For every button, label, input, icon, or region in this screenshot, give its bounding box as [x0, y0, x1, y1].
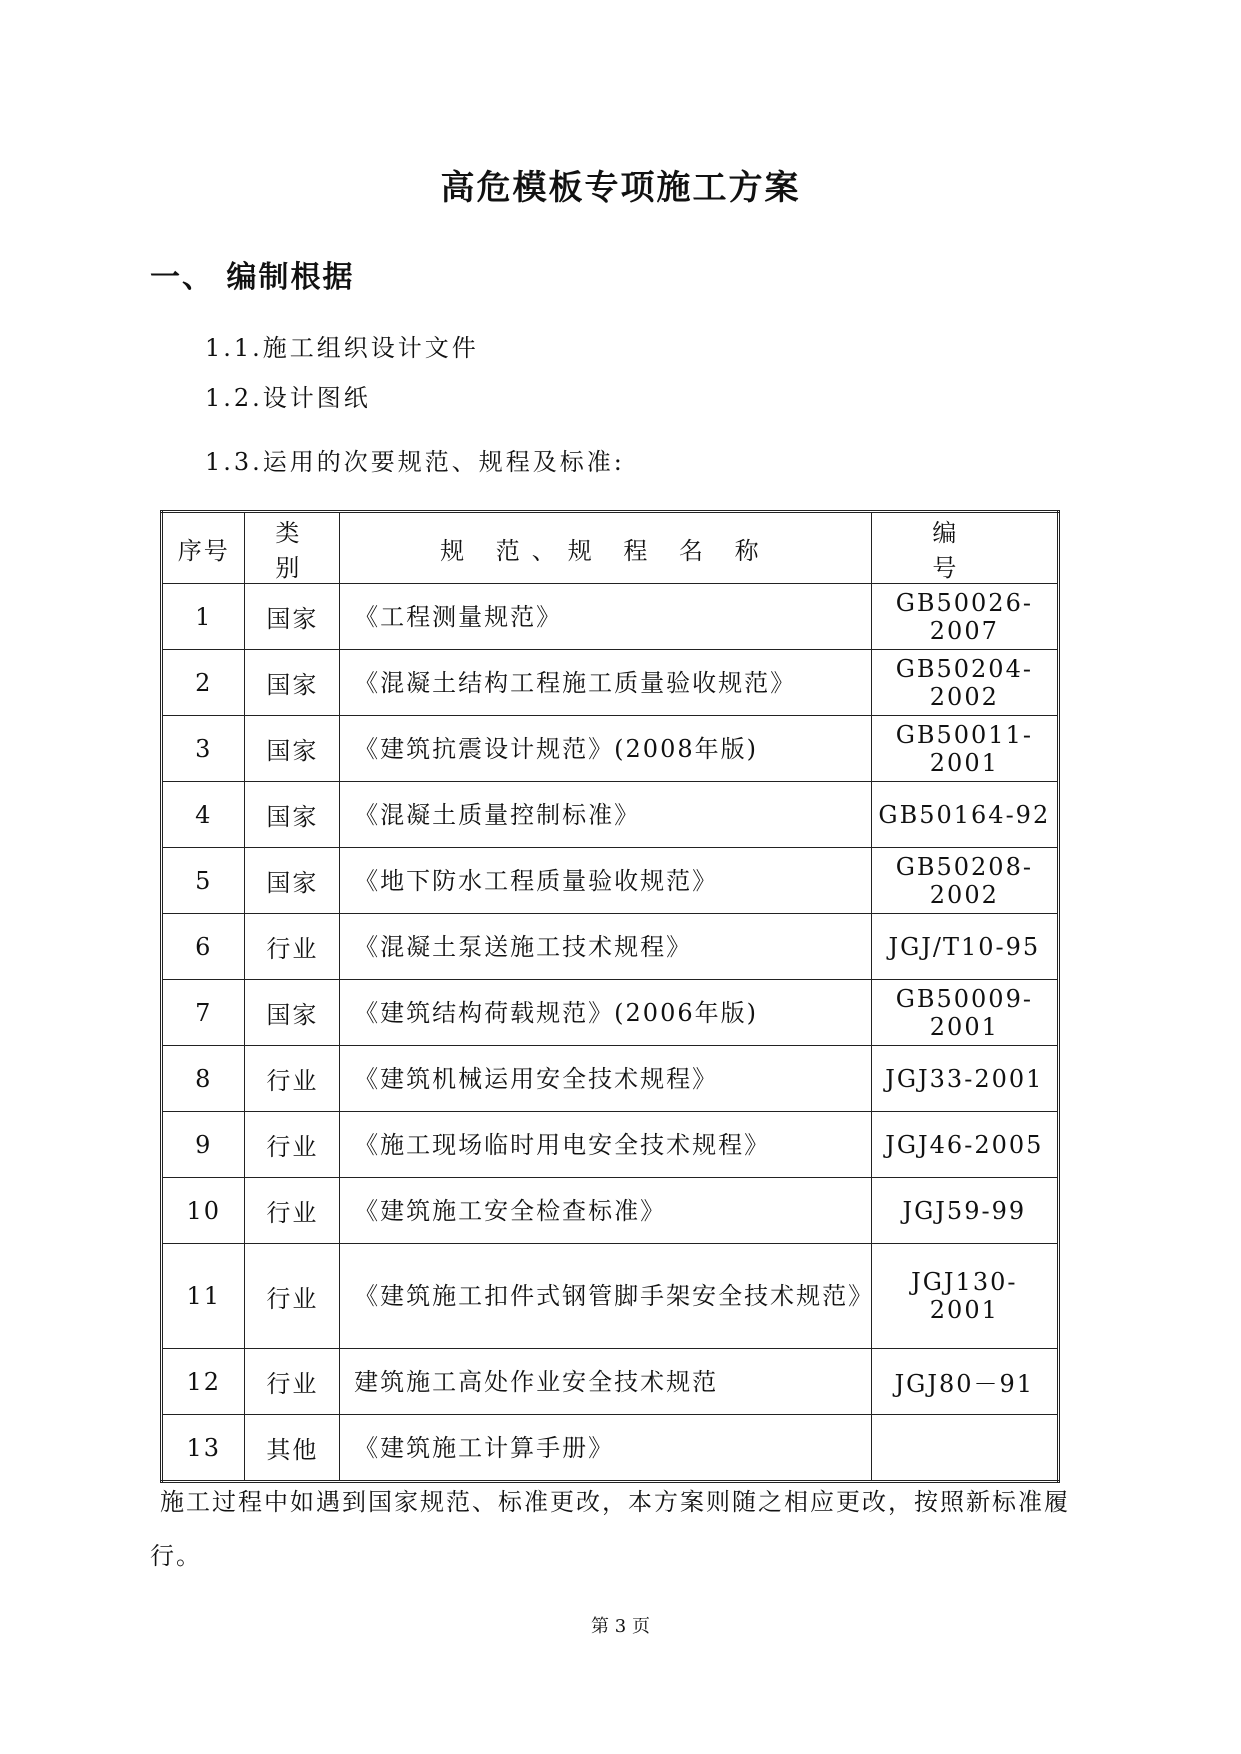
- row-category: 国家: [245, 716, 340, 782]
- row-category: 国家: [245, 980, 340, 1046]
- row-index: 3: [162, 716, 245, 782]
- header-name: 规 范、规 程 名 称: [340, 512, 871, 584]
- header-code: 编 号: [871, 512, 1058, 584]
- row-index: 4: [162, 782, 245, 848]
- row-index: 6: [162, 914, 245, 980]
- row-name: 《混凝土泵送施工技术规程》: [340, 914, 871, 980]
- row-name: 《建筑施工扣件式钢管脚手架安全技术规范》: [340, 1244, 871, 1349]
- row-code: [871, 1415, 1058, 1482]
- page-number: 第 3 页: [591, 1616, 650, 1637]
- row-category: 行业: [245, 1178, 340, 1244]
- row-category: 国家: [245, 782, 340, 848]
- closing-paragraph: [150, 1475, 1080, 1583]
- standards-table: [160, 510, 1060, 1483]
- row-index: 12: [162, 1349, 245, 1415]
- row-code: JGJ/T10-95: [871, 914, 1058, 980]
- table-row: [162, 716, 1059, 782]
- row-name: 《地下防水工程质量验收规范》: [340, 848, 871, 914]
- closing-line-2: 行。: [150, 1542, 202, 1570]
- row-category: 其他: [245, 1415, 340, 1482]
- row-name: 《施工现场临时用电安全技术规程》: [340, 1112, 871, 1178]
- basis-item-3: 1.3.运用的次要规范、规程及标准:: [205, 448, 625, 476]
- header-category: 类 别: [245, 512, 340, 584]
- table-row: [162, 1349, 1059, 1415]
- row-code: JGJ59-99: [871, 1178, 1058, 1244]
- basis-item-1: 1.1.施工组织设计文件: [205, 334, 479, 362]
- row-index: 7: [162, 980, 245, 1046]
- row-code: GB50011-2001: [871, 716, 1058, 782]
- row-category: 行业: [245, 914, 340, 980]
- table-row: [162, 782, 1059, 848]
- row-name: 《混凝土质量控制标准》: [340, 782, 871, 848]
- row-name: 《建筑抗震设计规范》(2008年版): [340, 716, 871, 782]
- table-row: [162, 914, 1059, 980]
- row-index: 8: [162, 1046, 245, 1112]
- table-row: [162, 650, 1059, 716]
- row-category: 行业: [245, 1046, 340, 1112]
- row-name: 《建筑机械运用安全技术规程》: [340, 1046, 871, 1112]
- row-name: 《建筑结构荷载规范》(2006年版): [340, 980, 871, 1046]
- table-row: [162, 1244, 1059, 1349]
- table-row: [162, 848, 1059, 914]
- row-code: JGJ130-2001: [871, 1244, 1058, 1349]
- table-row: [162, 1046, 1059, 1112]
- row-index: 2: [162, 650, 245, 716]
- row-name: 《建筑施工计算手册》: [340, 1415, 871, 1482]
- row-category: 行业: [245, 1112, 340, 1178]
- row-index: 13: [162, 1415, 245, 1482]
- table-row: [162, 1415, 1059, 1482]
- row-index: 5: [162, 848, 245, 914]
- row-code: GB50009-2001: [871, 980, 1058, 1046]
- header-index: 序号: [162, 512, 245, 584]
- table-row: [162, 584, 1059, 650]
- row-code: JGJ80－91: [871, 1349, 1058, 1415]
- row-code: GB50204-2002: [871, 650, 1058, 716]
- row-category: 国家: [245, 848, 340, 914]
- row-category: 行业: [245, 1244, 340, 1349]
- row-index: 1: [162, 584, 245, 650]
- basis-item-2: 1.2.设计图纸: [205, 384, 371, 412]
- table-header-row: [162, 512, 1059, 584]
- document-title: 高危模板专项施工方案: [440, 168, 801, 208]
- row-index: 11: [162, 1244, 245, 1349]
- table-row: [162, 980, 1059, 1046]
- table-row: [162, 1112, 1059, 1178]
- row-name: 《工程测量规范》: [340, 584, 871, 650]
- row-name: 《建筑施工安全检查标准》: [340, 1178, 871, 1244]
- row-name: 建筑施工高处作业安全技术规范: [340, 1349, 871, 1415]
- row-code: GB50026-2007: [871, 584, 1058, 650]
- row-code: GB50164-92: [871, 782, 1058, 848]
- row-category: 国家: [245, 650, 340, 716]
- row-category: 行业: [245, 1349, 340, 1415]
- closing-line-1: 施工过程中如遇到国家规范、标准更改，本方案则随之相应更改，按照新标准履: [160, 1488, 1070, 1516]
- row-name: 《混凝土结构工程施工质量验收规范》: [340, 650, 871, 716]
- row-code: JGJ33-2001: [871, 1046, 1058, 1112]
- table-row: [162, 1178, 1059, 1244]
- row-code: GB50208-2002: [871, 848, 1058, 914]
- row-index: 10: [162, 1178, 245, 1244]
- row-category: 国家: [245, 584, 340, 650]
- section-heading: 一、 编制根据: [150, 260, 355, 295]
- row-index: 9: [162, 1112, 245, 1178]
- row-code: JGJ46-2005: [871, 1112, 1058, 1178]
